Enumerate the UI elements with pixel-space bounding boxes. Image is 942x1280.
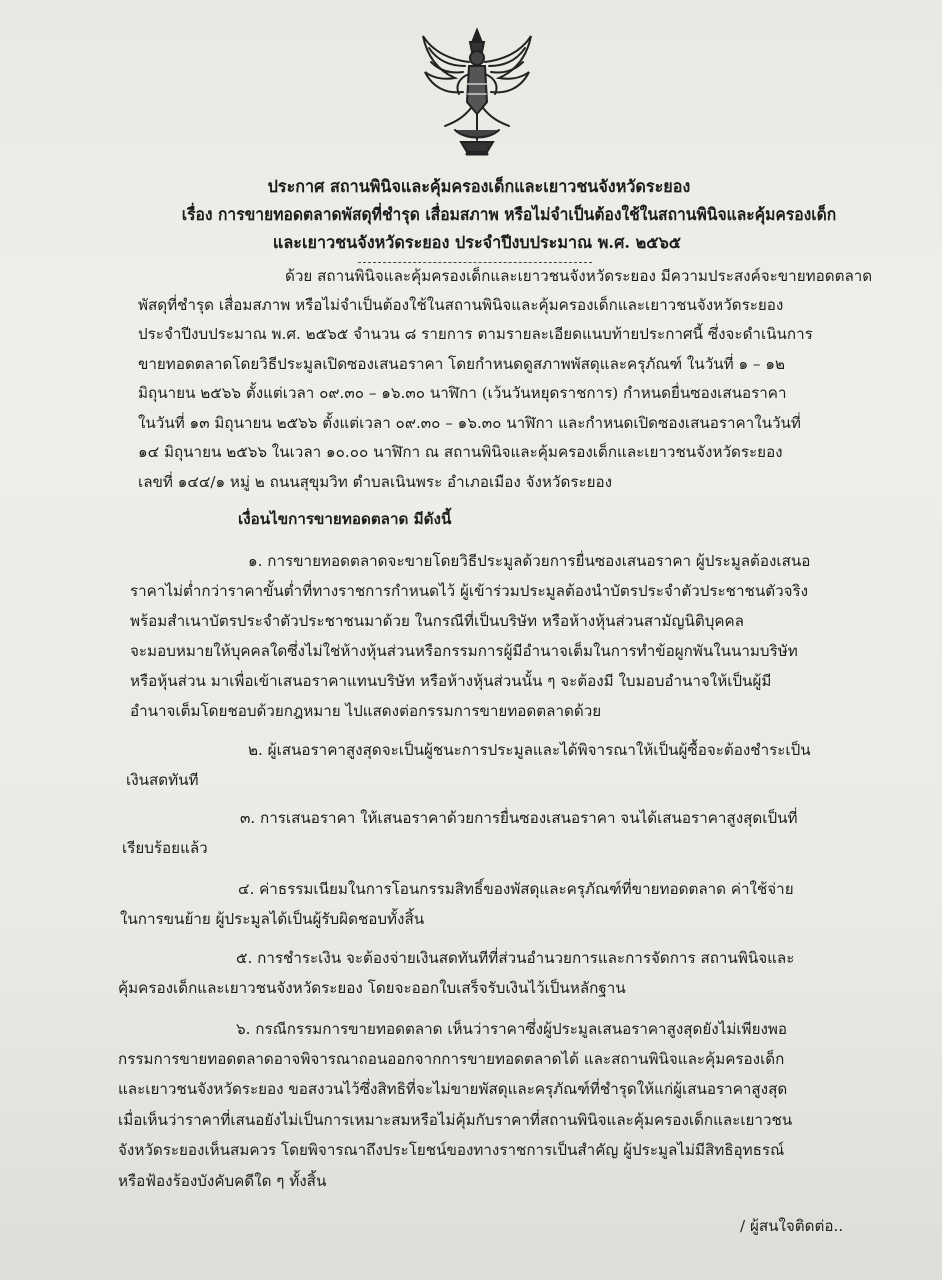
intro-line: มิถุนายน ๒๕๖๖ ตั้งแต่เวลา ๐๙.๓๐ – ๑๖.๓๐ นาฬิกา (เว้นวันหยุดราชการ) กำหนดยื่นซองเสนอราคา bbox=[138, 384, 787, 402]
condition-line: และเยาวชนจังหวัดระยอง ขอสงวนไว้ซึ่งสิทธิที่จะไม่ขายพัสดุและครุภัณฑ์ที่ชำรุดให้แก่ผู้เสนอราคาสูงสุด bbox=[118, 1080, 788, 1098]
intro-line: พัสดุที่ชำรุด เสื่อมสภาพ หรือไม่จำเป็นต้องใช้ในสถานพินิจและคุ้มครองเด็กและเยาวชนจังหวัดระยอง bbox=[138, 296, 784, 314]
conditions-heading: เงื่อนไขการขายทอดตลาด มีดังนี้ bbox=[238, 510, 452, 528]
condition-line: เมื่อเห็นว่าราคาที่เสนอยังไม่เป็นการเหมาะสมหรือไม่คุ้มกับราคาที่สถานพินิจและคุ้มครองเด็กและเยาวชน bbox=[118, 1111, 793, 1129]
announcement-subject-cont: และเยาวชนจังหวัดระยอง ประจำปีงบประมาณ พ.ศ. ๒๕๖๕ bbox=[272, 233, 682, 252]
condition-line: เงินสดทันที bbox=[126, 771, 199, 789]
intro-line: ๑๔ มิถุนายน ๒๕๖๖ ในเวลา ๑๐.๐๐ นาฬิกา ณ สถานพินิจและคุ้มครองเด็กและเยาวชนจังหวัดระยอง bbox=[138, 443, 783, 461]
intro-line: ในวันที่ ๑๓ มิถุนายน ๒๕๖๖ ตั้งแต่เวลา ๐๙.๓๐ – ๑๖.๓๐ นาฬิกา และกำหนดเปิดซองเสนอราคาในวันที่ bbox=[138, 414, 801, 432]
condition-line: ๖. กรณีกรรมการขายทอดตลาด เห็นว่าราคาซึ่งผู้ประมูลเสนอราคาสูงสุดยังไม่เพียงพอ bbox=[236, 1020, 788, 1038]
continued-marker: / ผู้สนใจติดต่อ.. bbox=[740, 1217, 844, 1235]
condition-line: จังหวัดระยองเห็นสมควร โดยพิจารณาถึงประโยชน์ของทางราชการเป็นสำคัญ ผู้ประมูลไม่มีสิทธิอุทธรณ์ bbox=[118, 1141, 785, 1159]
condition-line: ๑. การขายทอดตลาดจะขายโดยวิธีประมูลด้วยการยื่นซองเสนอราคา ผู้ประมูลต้องเสนอ bbox=[248, 552, 811, 570]
intro-line: ขายทอดตลาดโดยวิธีประมูลเปิดซองเสนอราคา โดยกำหนดดูสภาพพัสดุและครุภัณฑ์ ในวันที่ ๑ – ๑๒ bbox=[138, 355, 785, 373]
condition-line: ราคาไม่ต่ำกว่าราคาขั้นต่ำที่ทางราชการกำหนดไว้ ผู้เข้าร่วมประมูลต้องนำบัตรประจำตัวประชาชนตัวจริง bbox=[130, 582, 809, 600]
intro-line: เลขที่ ๑๔๔/๑ หมู่ ๒ ถนนสุขุมวิท ตำบลเนินพระ อำเภอเมือง จังหวัดระยอง bbox=[138, 473, 613, 491]
condition-line: อำนาจเต็มโดยชอบด้วยกฎหมาย ไปแสดงต่อกรรมการขายทอดตลาดด้วย bbox=[130, 702, 602, 720]
condition-line: ๓. การเสนอราคา ให้เสนอราคาด้วยการยื่นซองเสนอราคา จนได้เสนอราคาสูงสุดเป็นที่ bbox=[240, 809, 798, 827]
condition-line: ในการขนย้าย ผู้ประมูลได้เป็นผู้รับผิดชอบทั้งสิ้น bbox=[120, 910, 425, 928]
condition-line: ๒. ผู้เสนอราคาสูงสุดจะเป็นผู้ชนะการประมูลและได้พิจารณาให้เป็นผู้ซื้อจะต้องชำระเป็น bbox=[248, 741, 811, 759]
announcement-subject: เรื่อง การขายทอดตลาดพัสดุที่ชำรุด เสื่อมสภาพ หรือไม่จำเป็นต้องใช้ในสถานพินิจและคุ้มครองเด็ก bbox=[181, 205, 837, 224]
announcement-title: ประกาศ สถานพินิจและคุ้มครองเด็กและเยาวชนจังหวัดระยอง bbox=[267, 177, 691, 196]
condition-line: หรือฟ้องร้องบังคับคดีใด ๆ ทั้งสิ้น bbox=[118, 1172, 327, 1190]
condition-line: ๔. ค่าธรรมเนียมในการโอนกรรมสิทธิ์ของพัสดุและครุภัณฑ์ที่ขายทอดตลาด ค่าใช้จ่าย bbox=[238, 880, 794, 898]
intro-line: ประจำปีงบประมาณ พ.ศ. ๒๕๖๕ จำนวน ๘ รายการ ตามรายละเอียดแนบท้ายประกาศนี้ ซึ่งจะดำเนินการ bbox=[138, 325, 813, 343]
intro-line: ด้วย สถานพินิจและคุ้มครองเด็กและเยาวชนจังหวัดระยอง มีความประสงค์จะขายทอดตลาด bbox=[285, 267, 873, 285]
condition-line: เรียบร้อยแล้ว bbox=[122, 839, 208, 857]
garuda-emblem-icon bbox=[415, 22, 539, 162]
condition-line: หรือหุ้นส่วน มาเพื่อเข้าเสนอราคาแทนบริษัท หรือห้างหุ้นส่วนนั้น ๆ จะต้องมี ใบมอบอำนาจให้เป็นผู้มี bbox=[130, 672, 772, 690]
condition-line: ๕. การชำระเงิน จะต้องจ่ายเงินสดทันทีที่ส่วนอำนวยการและการจัดการ สถานพินิจและ bbox=[236, 949, 795, 967]
condition-line: พร้อมสำเนาบัตรประจำตัวประชาชนมาด้วย ในกรณีที่เป็นบริษัท หรือห้างหุ้นส่วนสามัญนิติบุคคล bbox=[130, 612, 744, 630]
condition-line: กรรมการขายทอดตลาดอาจพิจารณาถอนออกจากการขายทอดตลาดได้ และสถานพินิจและคุ้มครองเด็ก bbox=[118, 1050, 785, 1068]
condition-line: คุ้มครองเด็กและเยาวชนจังหวัดระยอง โดยจะออกใบเสร็จรับเงินไว้เป็นหลักฐาน bbox=[118, 979, 626, 997]
header-divider bbox=[358, 262, 592, 263]
condition-line: จะมอบหมายให้บุคคลใดซึ่งไม่ใช่ห้างหุ้นส่วนหรือกรรมการผู้มีอำนาจเต็มในการทำข้อผูกพันในนามบริษัท bbox=[130, 642, 798, 660]
